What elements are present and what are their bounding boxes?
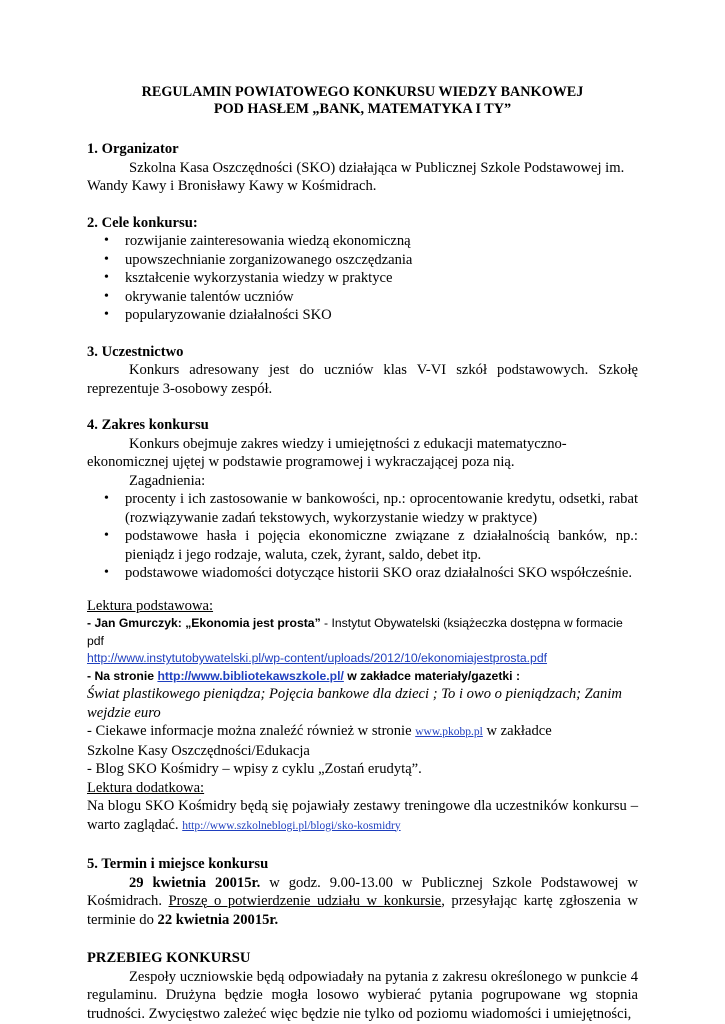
section-4-text: Konkurs obejmuje zakres wiedzy i umiejętności z edukacji matematyczno-ekonomicznej ujętej w podstawie programowej i wykraczającej poza nią. bbox=[87, 435, 567, 470]
title-line-1: REGULAMIN POWIATOWEGO KONKURSU WIEDZY BANKOWEJ bbox=[141, 84, 584, 100]
section-3-heading: 3. Uczestnictwo bbox=[87, 343, 184, 360]
blog-link[interactable]: http://www.szkolneblogi.pl/blogi/sko-kosmidry bbox=[182, 819, 401, 832]
extra-reading-body: Na blogu SKO Kośmidry będą się pojawiały zestawy treningowe dla uczestników konkursu – warto zaglądać. bbox=[87, 798, 638, 833]
list-item: • rozwijanie zainteresowania wiedzą ekonomiczną bbox=[125, 232, 638, 251]
goals-list bbox=[87, 232, 638, 325]
procedure-heading: PRZEBIEG KONKURSU bbox=[87, 950, 251, 966]
reading-heading: Lektura podstawowa: bbox=[87, 597, 214, 614]
list-item: • podstawowe wiadomości dotyczące historii SKO oraz działalności SKO współcześnie. bbox=[125, 564, 638, 583]
section-4-heading: 4. Zakres konkursu bbox=[87, 417, 209, 433]
reading-line-3-prefix: - Na stronie bbox=[87, 668, 158, 683]
biblioteka-link[interactable]: http://www.bibliotekawszkole.pl/ bbox=[157, 668, 344, 683]
topics-list bbox=[87, 490, 638, 583]
pkobp-link[interactable]: www.pkobp.pl bbox=[415, 726, 483, 738]
reading-line-4-suffix: w zakładce bbox=[482, 723, 552, 739]
section-5-body-2: , przesyłając kartę zgłoszenia w terminie do bbox=[87, 893, 638, 928]
extra-reading-text bbox=[87, 797, 638, 835]
title-line-2: POD HASŁEM „BANK, MATEMATYKA I TY” bbox=[213, 101, 512, 117]
list-item: • okrywanie talentów uczniów bbox=[125, 288, 638, 307]
reading-line-5: Szkolne Kasy Oszczędności/Edukacja bbox=[87, 742, 310, 759]
section-5-text bbox=[87, 874, 638, 930]
confirmation-note: Proszę o potwierdzenie udziału w konkursie bbox=[168, 893, 442, 909]
extra-reading-heading: Lektura dodatkowa: bbox=[87, 779, 205, 796]
section-3-text: Konkurs adresowany jest do uczniów klas V-VI szkół podstawowych. Szkołę reprezentuje 3-osobowy zespół. bbox=[87, 362, 638, 397]
deadline-date: 22 kwietnia 20015r. bbox=[157, 911, 279, 928]
book-publisher: - Instytut Obywatelski (książeczka dostępna w formacie pdf bbox=[87, 616, 623, 648]
section-1-heading: 1. Organizator bbox=[87, 141, 179, 157]
reading-line-2 bbox=[87, 650, 638, 668]
reading-line-3-suffix: w zakładce materiały/gazetki : bbox=[343, 668, 520, 683]
reading-titles: Świat plastikowego pieniądza; Pojęcia bankowe dla dzieci ; To i owo o pieniądzach; Zanim wejdzie euro bbox=[87, 686, 622, 721]
reading-line-4 bbox=[87, 722, 638, 742]
document-title bbox=[87, 84, 638, 118]
list-item: • popularyzowanie działalności SKO bbox=[125, 306, 638, 325]
section-2-heading: 2. Cele konkursu: bbox=[87, 214, 198, 231]
book-title: - Jan Gmurczyk: „Ekonomia jest prosta” bbox=[87, 616, 321, 630]
contest-date: 29 kwietnia 20015r. bbox=[129, 874, 261, 891]
section-1-text: Szkolna Kasa Oszczędności (SKO) działająca w Publicznej Szkole Podstawowej im. Wandy Kawy i Bronisławy Kawy w Kośmidrach. bbox=[87, 159, 625, 194]
reading-line-1 bbox=[87, 615, 638, 650]
topics-label: Zagadnienia: bbox=[129, 472, 206, 489]
reading-line-4-prefix: - Ciekawe informacje można znaleźć również w stronie bbox=[87, 723, 416, 739]
list-item: • podstawowe hasła i pojęcia ekonomiczne związane z działalnością banków, np.: pieniądz i jego rodzaje, waluta, czek, żyrant, saldo, debet itp. bbox=[125, 527, 638, 564]
list-item: • procenty i ich zastosowanie w bankowości, np.: oprocentowanie kredytu, odsetki, rabat (rozwiązywanie zadań tekstowych, wykorzystanie wiedzy w praktyce) bbox=[125, 490, 638, 527]
section-5-heading: 5. Termin i miejsce konkursu bbox=[87, 856, 269, 872]
instytut-link[interactable]: http://www.instytutobywatelski.pl/wp-content/uploads/2012/10/ekonomiajestprosta.pdf bbox=[87, 651, 548, 665]
reading-line-6: - Blog SKO Kośmidry – wpisy z cyklu „Zostań erudytą”. bbox=[87, 761, 422, 777]
section-5-body-1: w godz. 9.00-13.00 w Publicznej Szkole Podstawowej w Kośmidrach. bbox=[87, 874, 638, 909]
reading-line-3 bbox=[87, 668, 638, 686]
list-item: • kształcenie wykorzystania wiedzy w praktyce bbox=[125, 269, 638, 288]
list-item: • upowszechnianie zorganizowanego oszczędzania bbox=[125, 251, 638, 270]
procedure-text: Zespoły uczniowskie będą odpowiadały na pytania z zakresu określonego w punkcie 4 regulaminu. Drużyna będzie mogła losowo wybierać pytania pogrupowane wg stopnia trudności. Zwycięstwo zależeć więc będzie nie tylko od poziomu wiadomości i umiejętności, bbox=[87, 968, 638, 1022]
